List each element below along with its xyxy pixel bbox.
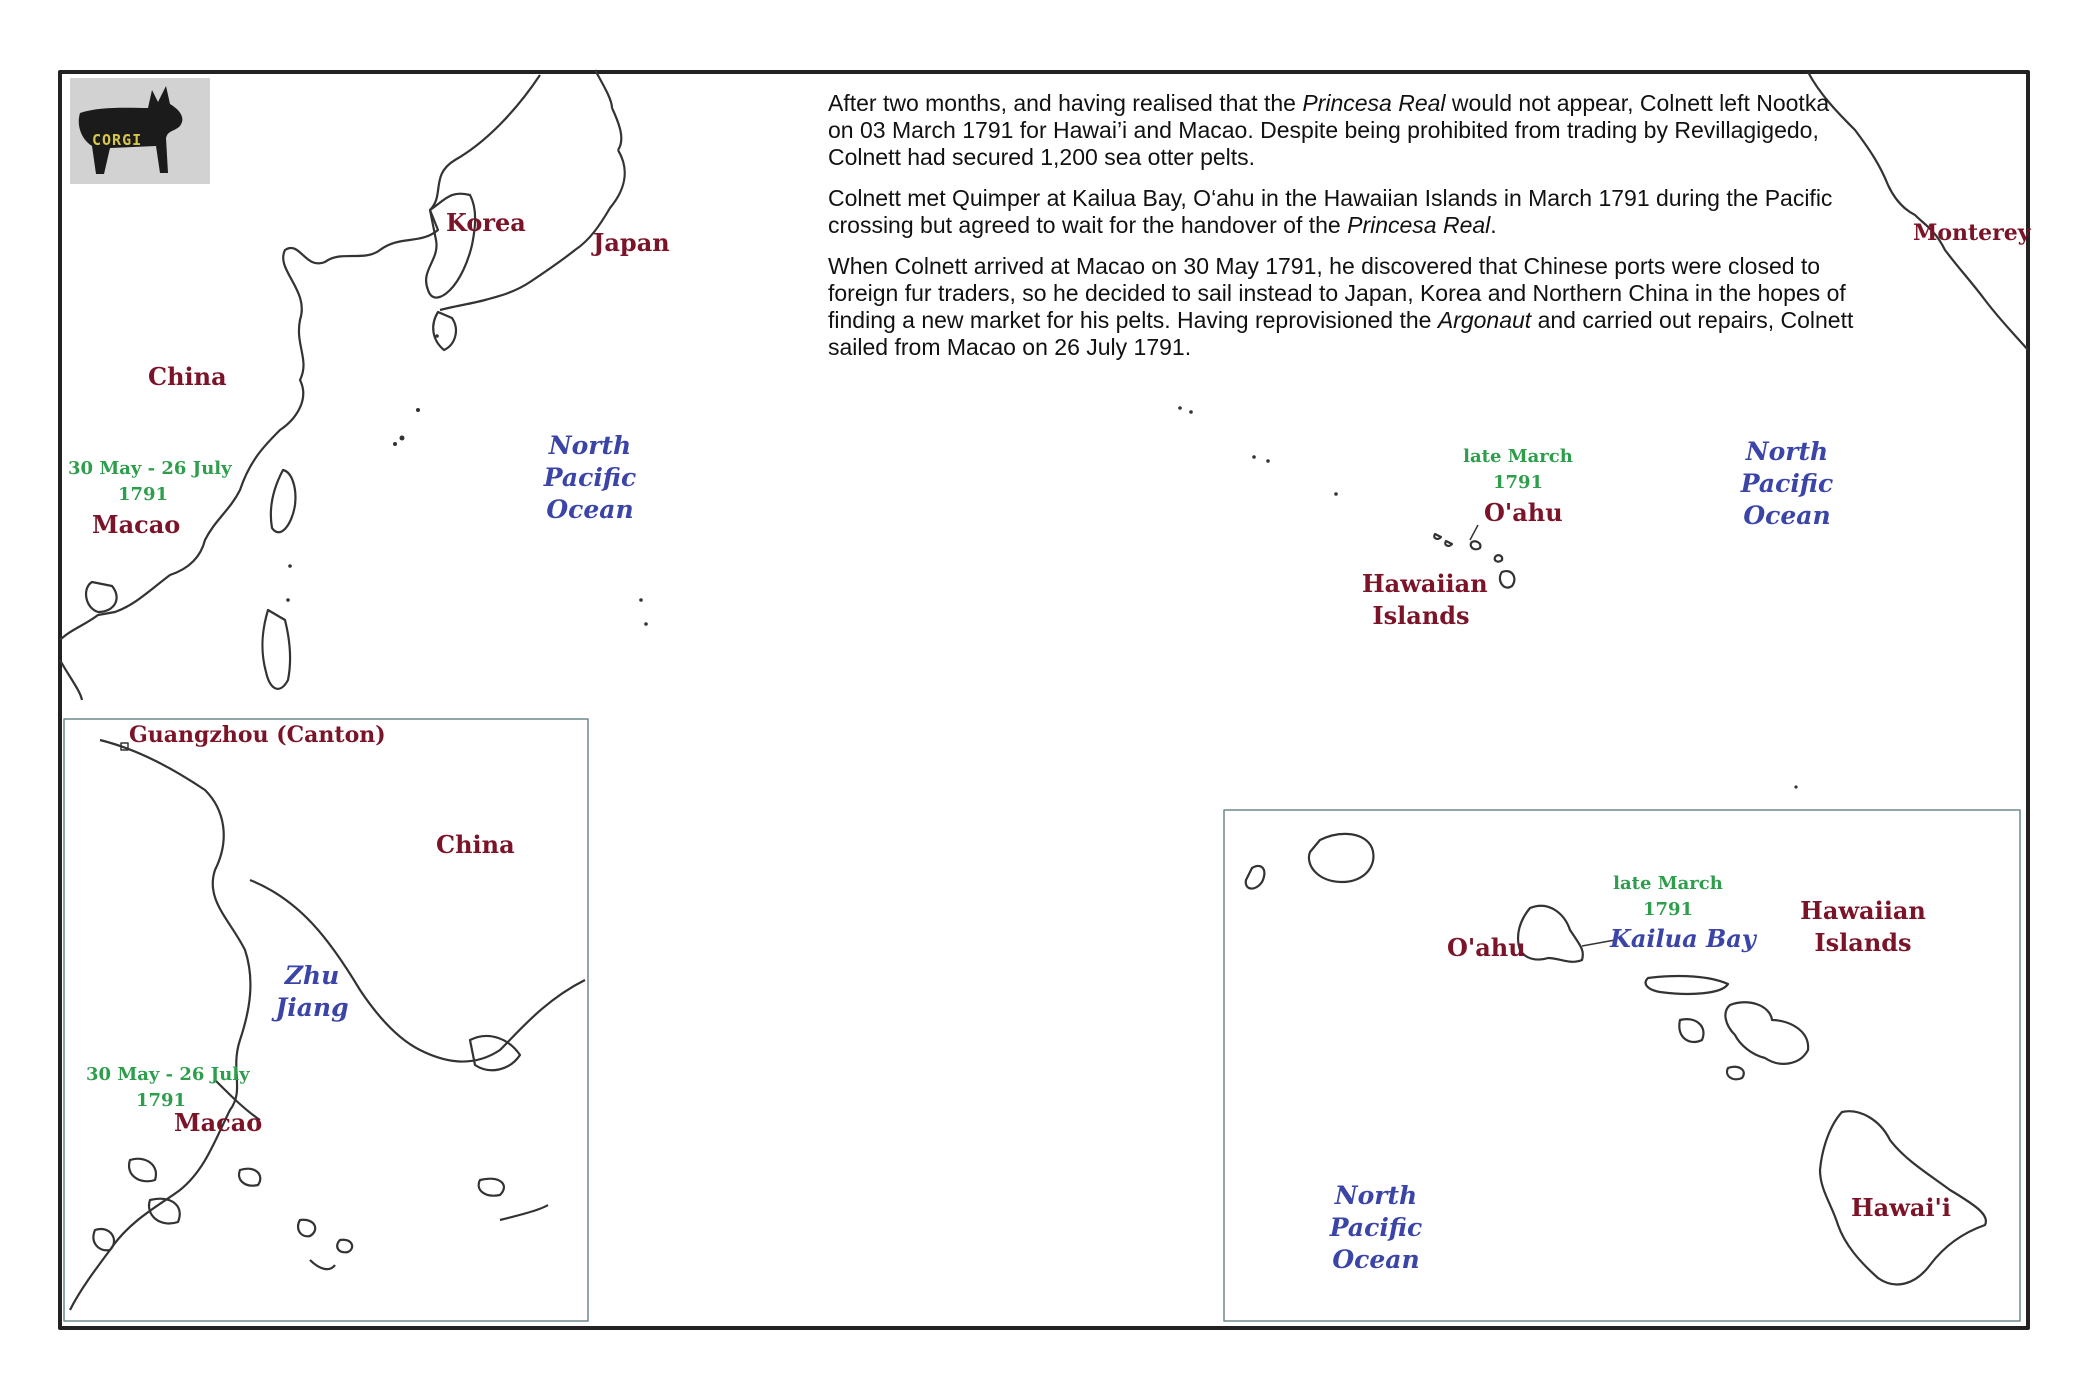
kauai-island <box>1309 834 1374 882</box>
label-hawaiian-islands-main: Hawaiian Islands <box>1362 569 1488 630</box>
corgi-logo <box>70 78 210 184</box>
oahu-date-main: late March 1791 <box>1463 446 1573 493</box>
hawaii-small <box>1500 571 1514 588</box>
vietnam-coastline <box>60 660 82 700</box>
label-japan: Japan <box>593 228 670 257</box>
label-china-inset: China <box>436 830 515 859</box>
kahoolawe-island <box>1727 1067 1744 1080</box>
hainan-coastline <box>86 582 117 612</box>
ocean-label-west: North Pacific Ocean <box>543 431 637 524</box>
logo-text: CORGI <box>92 131 143 149</box>
story-paragraph-1: After two months, and having realised that the Princesa Real would not appear, Colnett left Nootka on 03 March 1791 for Hawai’i and Macao. Despite being prohibited from trading by Revillagigedo, Colnett had secured 1,200 sea otter pelts. <box>828 90 1830 170</box>
label-hawaii: Hawai'i <box>1851 1193 1952 1222</box>
niihau-island <box>1246 866 1265 889</box>
macao-date-inset: 30 May - 26 July 1791 <box>86 1064 250 1111</box>
lanai-island <box>1679 1019 1703 1042</box>
maui-small <box>1495 555 1502 561</box>
label-zhu-jiang: Zhu Jiang <box>275 961 349 1022</box>
luzon-coastline <box>262 610 290 689</box>
kyushu-coastline <box>433 312 456 350</box>
ocean-label-hawaii-inset: North Pacific Ocean <box>1329 1181 1423 1274</box>
narrative-text <box>828 90 1858 375</box>
taiwan-coastline <box>271 470 296 532</box>
label-korea: Korea <box>446 208 526 237</box>
label-monterey: Monterey <box>1913 220 2031 246</box>
story-paragraph-2: Colnett met Quimper at Kailua Bay, O‘ahu in the Hawaiian Islands in March 1791 during the Pacific crossing but agreed to wait for the handover of the Princesa Real. <box>828 185 1833 238</box>
japan-coastline <box>440 70 625 310</box>
molokai-island <box>1646 976 1728 994</box>
label-oahu-inset: O'ahu <box>1447 933 1526 962</box>
kailua-date: late March 1791 <box>1613 873 1723 920</box>
label-hawaiian-islands-inset: Hawaiian Islands <box>1800 896 1926 957</box>
label-guangzhou: Guangzhou (Canton) <box>129 722 386 748</box>
zhu-jiang-coastline <box>70 740 250 1310</box>
label-kailua-bay: Kailua Bay <box>1610 924 1756 953</box>
label-macao: Macao <box>92 510 181 539</box>
label-china: China <box>148 362 227 391</box>
ocean-label-east: North Pacific Ocean <box>1740 437 1834 530</box>
label-oahu-main: O'ahu <box>1484 498 1563 527</box>
label-macao-inset: Macao <box>174 1108 263 1137</box>
maui-island <box>1725 1002 1808 1064</box>
story-paragraph-3: When Colnett arrived at Macao on 30 May 1791, he discovered that Chinese ports were closed to foreign fur traders, so he decided to sail instead to Japan, Korea and Northern China in the hopes of finding a new market for his pelts. Having reprovisioned the Argonaut and carried out repairs, Colnett sailed from Macao on 26 July 1791. <box>828 253 1854 360</box>
macao-date-main: 30 May - 26 July 1791 <box>68 458 232 505</box>
oahu-small <box>1471 541 1481 549</box>
oahu-island <box>1518 906 1583 962</box>
